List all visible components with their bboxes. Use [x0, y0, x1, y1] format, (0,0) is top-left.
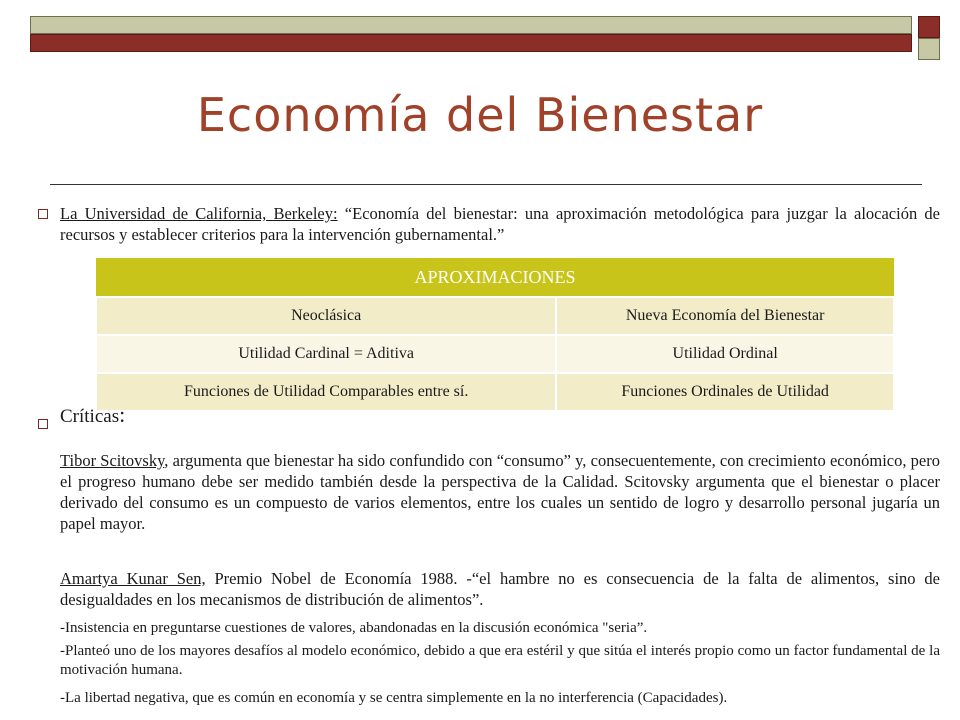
- decorative-corner-squares: [918, 16, 940, 60]
- scitovsky-text: , argumenta que bienestar ha sido confundido con “consumo” y, consecuentemente, con crecimiento económico, pero el progreso humano debe ser medido también desde la perspectiva de la Calidad. Scitovsky argumenta que el bienestar o placer derivado del consumo es un compuesto de varios elementos, entre los cuales un sentido de logro y desarrollo personal jugaría un papel mayor.: [60, 451, 940, 533]
- scitovsky-name: Tibor Scitovsky: [60, 451, 165, 470]
- criticas-label: Críticas: [60, 406, 120, 427]
- table-cell: Neoclásica: [96, 297, 556, 335]
- slide-title: Economía del Bienestar: [196, 88, 764, 142]
- criticas-heading: [60, 402, 125, 428]
- table-cell: Nueva Economía del Bienestar: [556, 297, 894, 335]
- square-bullet-icon: [38, 209, 48, 219]
- table-row: [96, 297, 894, 335]
- sen-point: -La libertad negativa, que es común en economía y se centra simplemente en la no interferencia (Capacidades).: [60, 690, 728, 706]
- scitovsky-paragraph: [60, 450, 940, 534]
- table-cell: Utilidad Cardinal = Aditiva: [96, 335, 556, 373]
- sen-text: Premio Nobel de Economía 1988. -“el hambre no es consecuencia de la falta de alimentos, sino de desigualdades en los mecanismos de distribución de alimentos”.: [60, 569, 940, 609]
- sen-name: Amartya Kunar Sen,: [60, 569, 206, 588]
- table-row: [96, 373, 894, 411]
- intro-source-label: La Universidad de California, Berkeley:: [60, 204, 338, 223]
- table-cell: Utilidad Ordinal: [556, 335, 894, 373]
- sen-paragraph: [60, 568, 940, 610]
- sen-point: -Insistencia en preguntarse cuestiones de valores, abandonadas en la discusión económica "seria”.: [60, 620, 648, 636]
- maroon-square: [918, 16, 940, 38]
- criticas-colon: :: [119, 402, 126, 427]
- square-bullet-icon: [38, 419, 48, 429]
- olive-bar: [30, 16, 912, 34]
- table-header: APROXIMACIONES: [96, 258, 894, 297]
- table-row: [96, 335, 894, 373]
- decorative-top-bars: [30, 16, 912, 52]
- table-cell: Funciones de Utilidad Comparables entre sí.: [96, 373, 556, 411]
- table-cell: Funciones Ordinales de Utilidad: [556, 373, 894, 411]
- sen-point: -Planteó uno de los mayores desafíos al modelo económico, debido a que era estéril y que sitúa el interés propio como un factor fundamental de la motivación humana.: [60, 643, 940, 678]
- intro-paragraph: [60, 203, 940, 245]
- title-divider: [50, 184, 922, 185]
- intro-quote: “Economía del bienestar: una aproximación metodológica para juzgar la alocación de recursos y establecer criterios para la intervención gubernamental.”: [60, 204, 940, 244]
- maroon-bar: [30, 34, 912, 52]
- olive-square: [918, 38, 940, 60]
- approaches-table: [95, 258, 895, 412]
